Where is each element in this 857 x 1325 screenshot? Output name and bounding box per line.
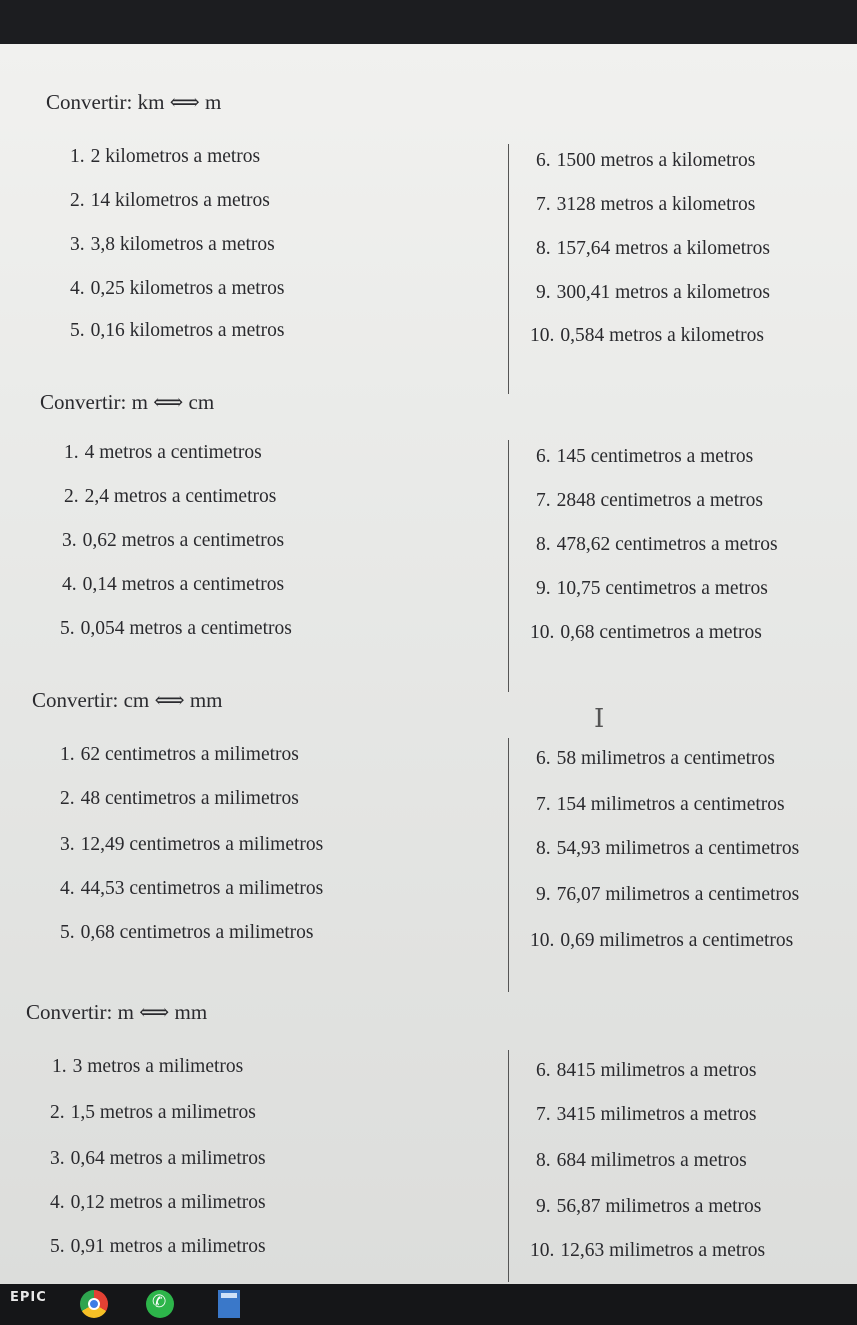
list-item: 5. 0,16 kilometros a metros [70, 320, 285, 341]
list-item: 8. 157,64 metros a kilometros [536, 238, 771, 259]
list-item: 3. 0,64 metros a milimetros [50, 1148, 266, 1169]
list-item: 2. 48 centimetros a milimetros [60, 788, 299, 809]
section-title: Convertir: cm ⟺ mm [32, 688, 223, 712]
list-item: 9. 10,75 centimetros a metros [536, 578, 768, 599]
list-item: 4. 0,12 metros a milimetros [50, 1192, 266, 1213]
list-item: 6. 145 centimetros a metros [536, 446, 754, 467]
list-item: 3. 3,8 kilometros a metros [70, 234, 275, 255]
list-item: 7. 2848 centimetros a metros [536, 490, 763, 511]
column-divider [508, 1050, 509, 1282]
list-item: 1. 2 kilometros a metros [70, 146, 261, 167]
list-item: 1. 3 metros a milimetros [52, 1056, 244, 1077]
worksheet-page [0, 44, 857, 1284]
list-item: 2. 1,5 metros a milimetros [50, 1102, 256, 1123]
calculator-icon[interactable] [218, 1290, 240, 1318]
phone-icon[interactable] [146, 1290, 174, 1318]
list-item: 8. 54,93 milimetros a centimetros [536, 838, 800, 859]
list-item: 10. 0,69 milimetros a centimetros [530, 930, 794, 951]
list-item: 2. 2,4 metros a centimetros [64, 486, 277, 507]
list-item: 7. 3128 metros a kilometros [536, 194, 756, 215]
chrome-icon[interactable] [80, 1290, 108, 1318]
list-item: 9. 300,41 metros a kilometros [536, 282, 771, 303]
column-divider [508, 144, 509, 394]
list-item: 5. 0,054 metros a centimetros [60, 618, 292, 639]
list-item: 9. 76,07 milimetros a centimetros [536, 884, 800, 905]
list-item: 8. 478,62 centimetros a metros [536, 534, 778, 555]
list-item: 8. 684 milimetros a metros [536, 1150, 747, 1171]
list-item: 10. 0,584 metros a kilometros [530, 325, 765, 346]
list-item: 1. 62 centimetros a milimetros [60, 744, 299, 765]
list-item: 10. 12,63 milimetros a metros [530, 1240, 766, 1261]
list-item: 1. 4 metros a centimetros [64, 442, 262, 463]
list-item: 4. 44,53 centimetros a milimetros [60, 878, 324, 899]
list-item: 6. 58 milimetros a centimetros [536, 748, 775, 769]
list-item: 10. 0,68 centimetros a metros [530, 622, 762, 643]
taskbar [0, 1284, 857, 1325]
epic-games-icon[interactable]: EPIC [10, 1290, 47, 1305]
list-item: 5. 0,68 centimetros a milimetros [60, 922, 314, 943]
column-divider [508, 440, 509, 692]
list-item: 4. 0,14 metros a centimetros [62, 574, 285, 595]
list-item: 6. 1500 metros a kilometros [536, 150, 756, 171]
list-item: 4. 0,25 kilometros a metros [70, 278, 285, 299]
section-title: Convertir: m ⟺ cm [40, 390, 215, 414]
list-item: 3. 12,49 centimetros a milimetros [60, 834, 324, 855]
section-title: Convertir: m ⟺ mm [26, 1000, 208, 1024]
column-divider [508, 738, 509, 992]
list-item: 3. 0,62 metros a centimetros [62, 530, 285, 551]
top-bezel [0, 0, 857, 44]
list-item: 6. 8415 milimetros a metros [536, 1060, 757, 1081]
list-item: 7. 3415 milimetros a metros [536, 1104, 757, 1125]
section-title: Convertir: km ⟺ m [46, 90, 222, 114]
list-item: 5. 0,91 metros a milimetros [50, 1236, 266, 1257]
list-item: 9. 56,87 milimetros a metros [536, 1196, 762, 1217]
text-cursor-icon: I [594, 704, 605, 734]
list-item: 2. 14 kilometros a metros [70, 190, 270, 211]
list-item: 7. 154 milimetros a centimetros [536, 794, 785, 815]
